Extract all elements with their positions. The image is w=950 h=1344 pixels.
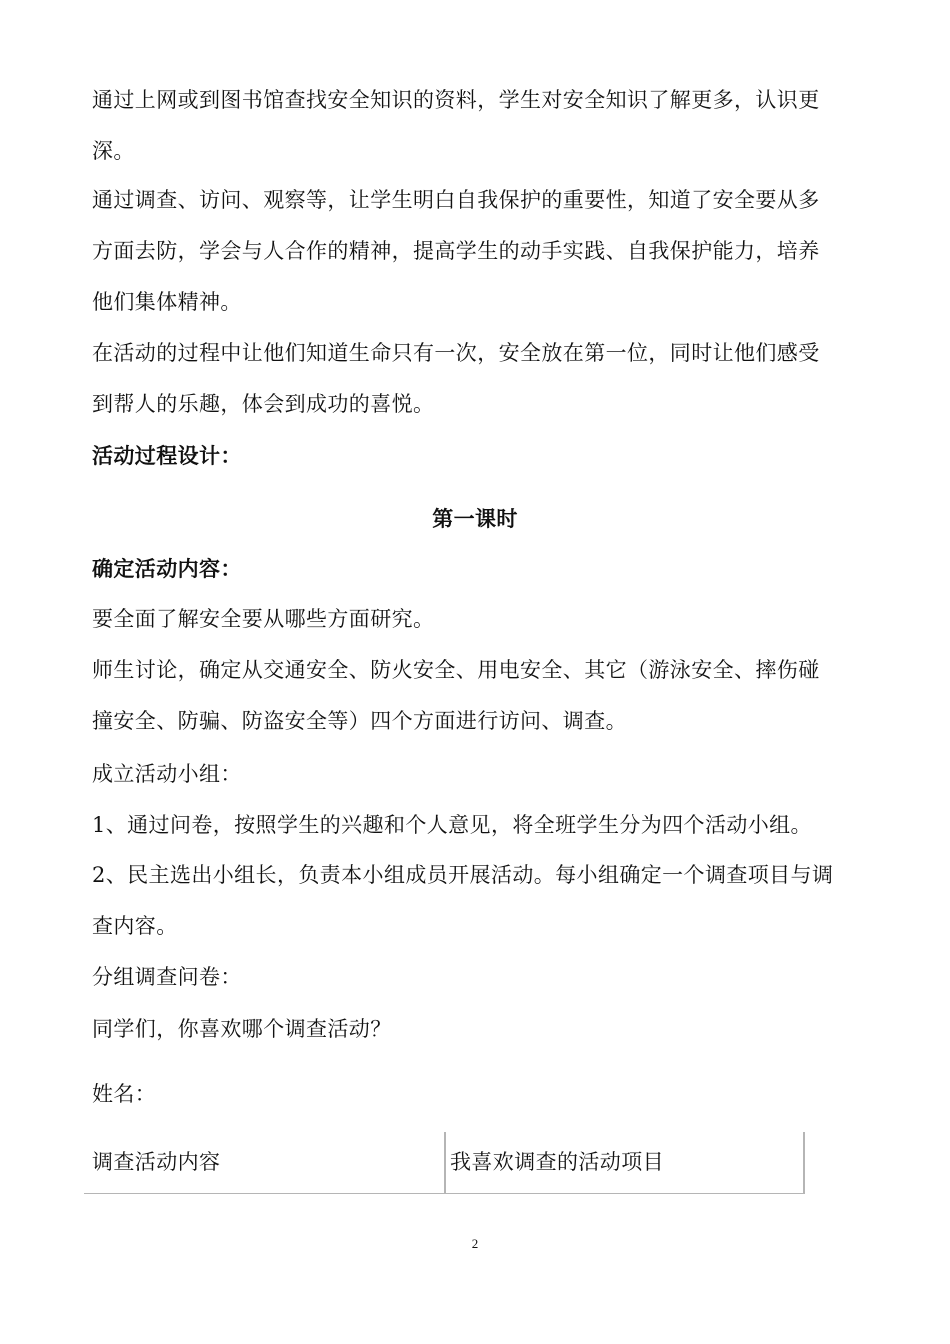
body-line: 分组调查问卷：: [92, 965, 242, 989]
paragraph-line: 通过上网或到图书馆查找安全知识的资料，学生对安全知识了解更多，认识更: [92, 88, 820, 112]
body-line: 要全面了解安全要从哪些方面研究。: [92, 607, 435, 631]
table-header-cell: 调查活动内容: [92, 1150, 221, 1174]
paragraph-line: 通过调查、访问、观察等，让学生明白自我保护的重要性，知道了安全要从多: [92, 188, 820, 212]
table-divider: [444, 1132, 446, 1194]
section-heading: 活动过程设计：: [92, 444, 242, 468]
paragraph-line: 在活动的过程中让他们知道生命只有一次，安全放在第一位，同时让他们感受: [92, 341, 820, 365]
paragraph-line: 他们集体精神。: [92, 290, 242, 314]
paragraph-line: 方面去防，学会与人合作的精神，提高学生的动手实践、自我保护能力，培养: [92, 239, 820, 263]
body-line: 师生讨论，确定从交通安全、防火安全、用电安全、其它（游泳安全、摔伤碰: [92, 658, 820, 682]
lesson-title: 第一课时: [432, 507, 518, 531]
list-item: 2、民主选出小组长，负责本小组成员开展活动。每小组确定一个调查项目与调: [92, 863, 834, 887]
paragraph-line: 深。: [92, 139, 135, 163]
table-header-cell: 我喜欢调查的活动项目: [450, 1150, 664, 1174]
survey-table: [84, 1132, 805, 1194]
body-line: 同学们，你喜欢哪个调查活动？: [92, 1017, 392, 1041]
name-label: 姓名：: [92, 1082, 157, 1106]
section-heading: 确定活动内容：: [92, 557, 242, 581]
paragraph-line: 到帮人的乐趣，体会到成功的喜悦。: [92, 392, 435, 416]
body-line: 撞安全、防骗、防盗安全等）四个方面进行访问、调查。: [92, 709, 627, 733]
table-bottom-border: [84, 1193, 805, 1194]
body-line: 成立活动小组：: [92, 762, 242, 786]
list-item: 1、通过问卷，按照学生的兴趣和个人意见，将全班学生分为四个活动小组。: [92, 813, 812, 837]
page-number: 2: [471, 1236, 479, 1251]
list-item: 查内容。: [92, 914, 178, 938]
table-border: [803, 1132, 805, 1194]
